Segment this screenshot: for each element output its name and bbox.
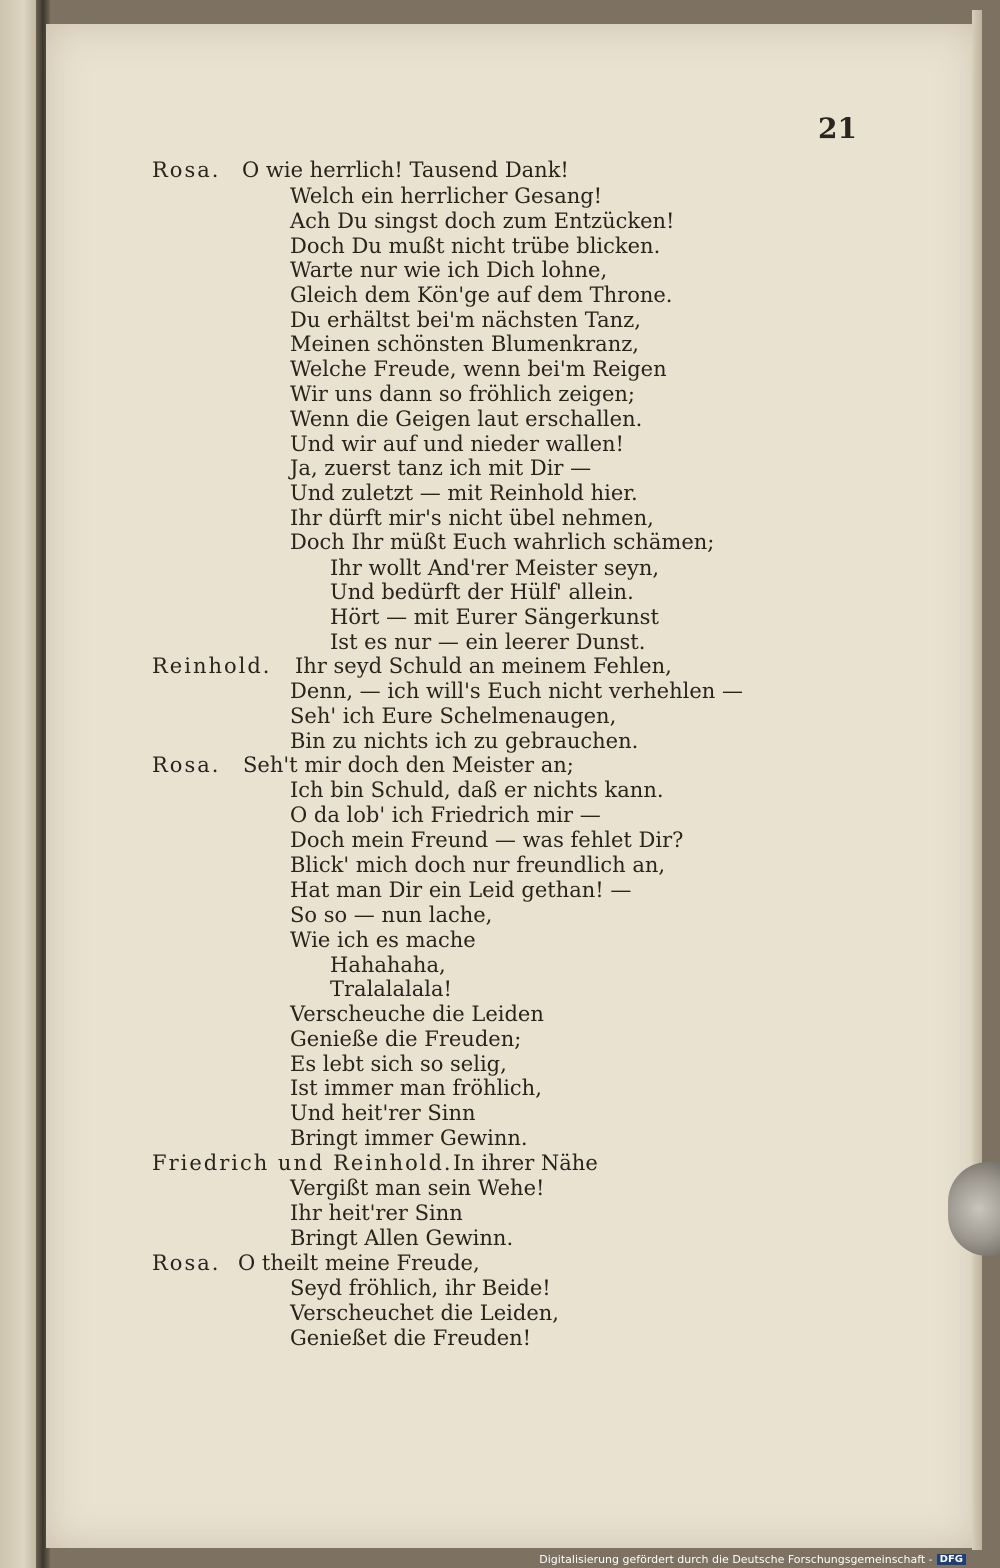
verse-line: Ihr wollt And'rer Meister seyn, [330,556,660,580]
verse-line: Meinen schönsten Blumenkranz, [290,332,639,356]
footer-text: Digitalisierung gefördert durch die Deutsche Forschungsgemeinschaft - [539,1553,933,1566]
verse-line: Und heit'rer Sinn [290,1101,476,1125]
verse-line: Ist immer man fröhlich, [290,1076,542,1100]
verse-line: Und wir auf und nieder wallen! [290,432,624,456]
dfg-logo: DFG [937,1554,966,1565]
verse-line: Doch Du mußt nicht trübe blicken. [290,234,661,258]
verse-line: Ihr dürft mir's nicht übel nehmen, [290,506,654,530]
verse-line: Wie ich es mache [290,928,476,952]
verse-line: So so — nun lache, [290,903,493,927]
verse-line: Ach Du singst doch zum Entzücken! [290,209,675,233]
verse-line: O da lob' ich Friedrich mir — [290,803,601,827]
verse-line: Bin zu nichts ich zu gebrauchen. [290,729,639,753]
verse-line: Welche Freude, wenn bei'm Reigen [290,357,667,381]
verse-line: Genießet die Freuden! [290,1326,532,1350]
verse-line: Bringt Allen Gewinn. [290,1226,514,1250]
verse-line: Seh' ich Eure Schelmenaugen, [290,704,617,728]
verse-line: Blick' mich doch nur freundlich an, [290,853,666,877]
verse-line: In ihrer Nähe [453,1151,598,1175]
speaker-name: Rosa. [152,1251,221,1275]
verse-line: Wenn die Geigen laut erschallen. [290,407,643,431]
verse-line: Tralalalala! [330,977,452,1001]
verse-line: Seh't mir doch den Meister an; [243,753,574,777]
verse-line: Ist es nur — ein leerer Dunst. [330,630,646,654]
page-number: 21 [818,112,857,145]
verse-line: Hört — mit Eurer Sängerkunst [330,605,659,629]
verse-line: Ja, zuerst tanz ich mit Dir — [290,456,592,480]
verse-line: Seyd fröhlich, ihr Beide! [290,1276,551,1300]
verse-line: Denn, — ich will's Euch nicht verhehlen — [290,679,743,703]
verse-line: O theilt meine Freude, [238,1251,480,1275]
verse-line: Doch Ihr müßt Euch wahrlich schämen; [290,530,715,554]
previous-page-edge [0,0,40,1568]
speaker-name: Rosa. [152,753,221,777]
verse-line: Ihr heit'rer Sinn [290,1201,463,1225]
verse-line: Bringt immer Gewinn. [290,1126,528,1150]
verse-line: Genieße die Freuden; [290,1027,522,1051]
verse-line: Doch mein Freund — was fehlet Dir? [290,828,684,852]
verse-line: Verscheuchet die Leiden, [290,1301,559,1325]
digitization-footer [539,1553,966,1566]
speaker-name: Rosa. [152,158,221,182]
verse-line: Gleich dem Kön'ge auf dem Throne. [290,283,673,307]
verse-line: O wie herrlich! Tausend Dank! [242,158,569,182]
verse-line: Es lebt sich so selig, [290,1052,507,1076]
verse-line: Und zuletzt — mit Reinhold hier. [290,481,638,505]
verse-line: Und bedürft der Hülf' allein. [330,580,634,604]
verse-line: Welch ein herrlicher Gesang! [290,184,603,208]
verse-line: Verscheuche die Leiden [290,1002,544,1026]
speaker-name: Friedrich und Reinhold. [152,1151,453,1175]
verse-line: Ihr seyd Schuld an meinem Fehlen, [295,654,672,678]
verse-line: Hat man Dir ein Leid gethan! — [290,878,632,902]
verse-line: Hahahaha, [330,953,446,977]
page-edge [972,10,982,1550]
speaker-name: Reinhold. [152,654,272,678]
verse-line: Wir uns dann so fröhlich zeigen; [290,382,635,406]
verse-line: Du erhältst bei'm nächsten Tanz, [290,308,641,332]
verse-line: Warte nur wie ich Dich lohne, [290,258,608,282]
verse-line: Ich bin Schuld, daß er nichts kann. [290,778,664,802]
verse-line: Vergißt man sein Wehe! [290,1176,545,1200]
